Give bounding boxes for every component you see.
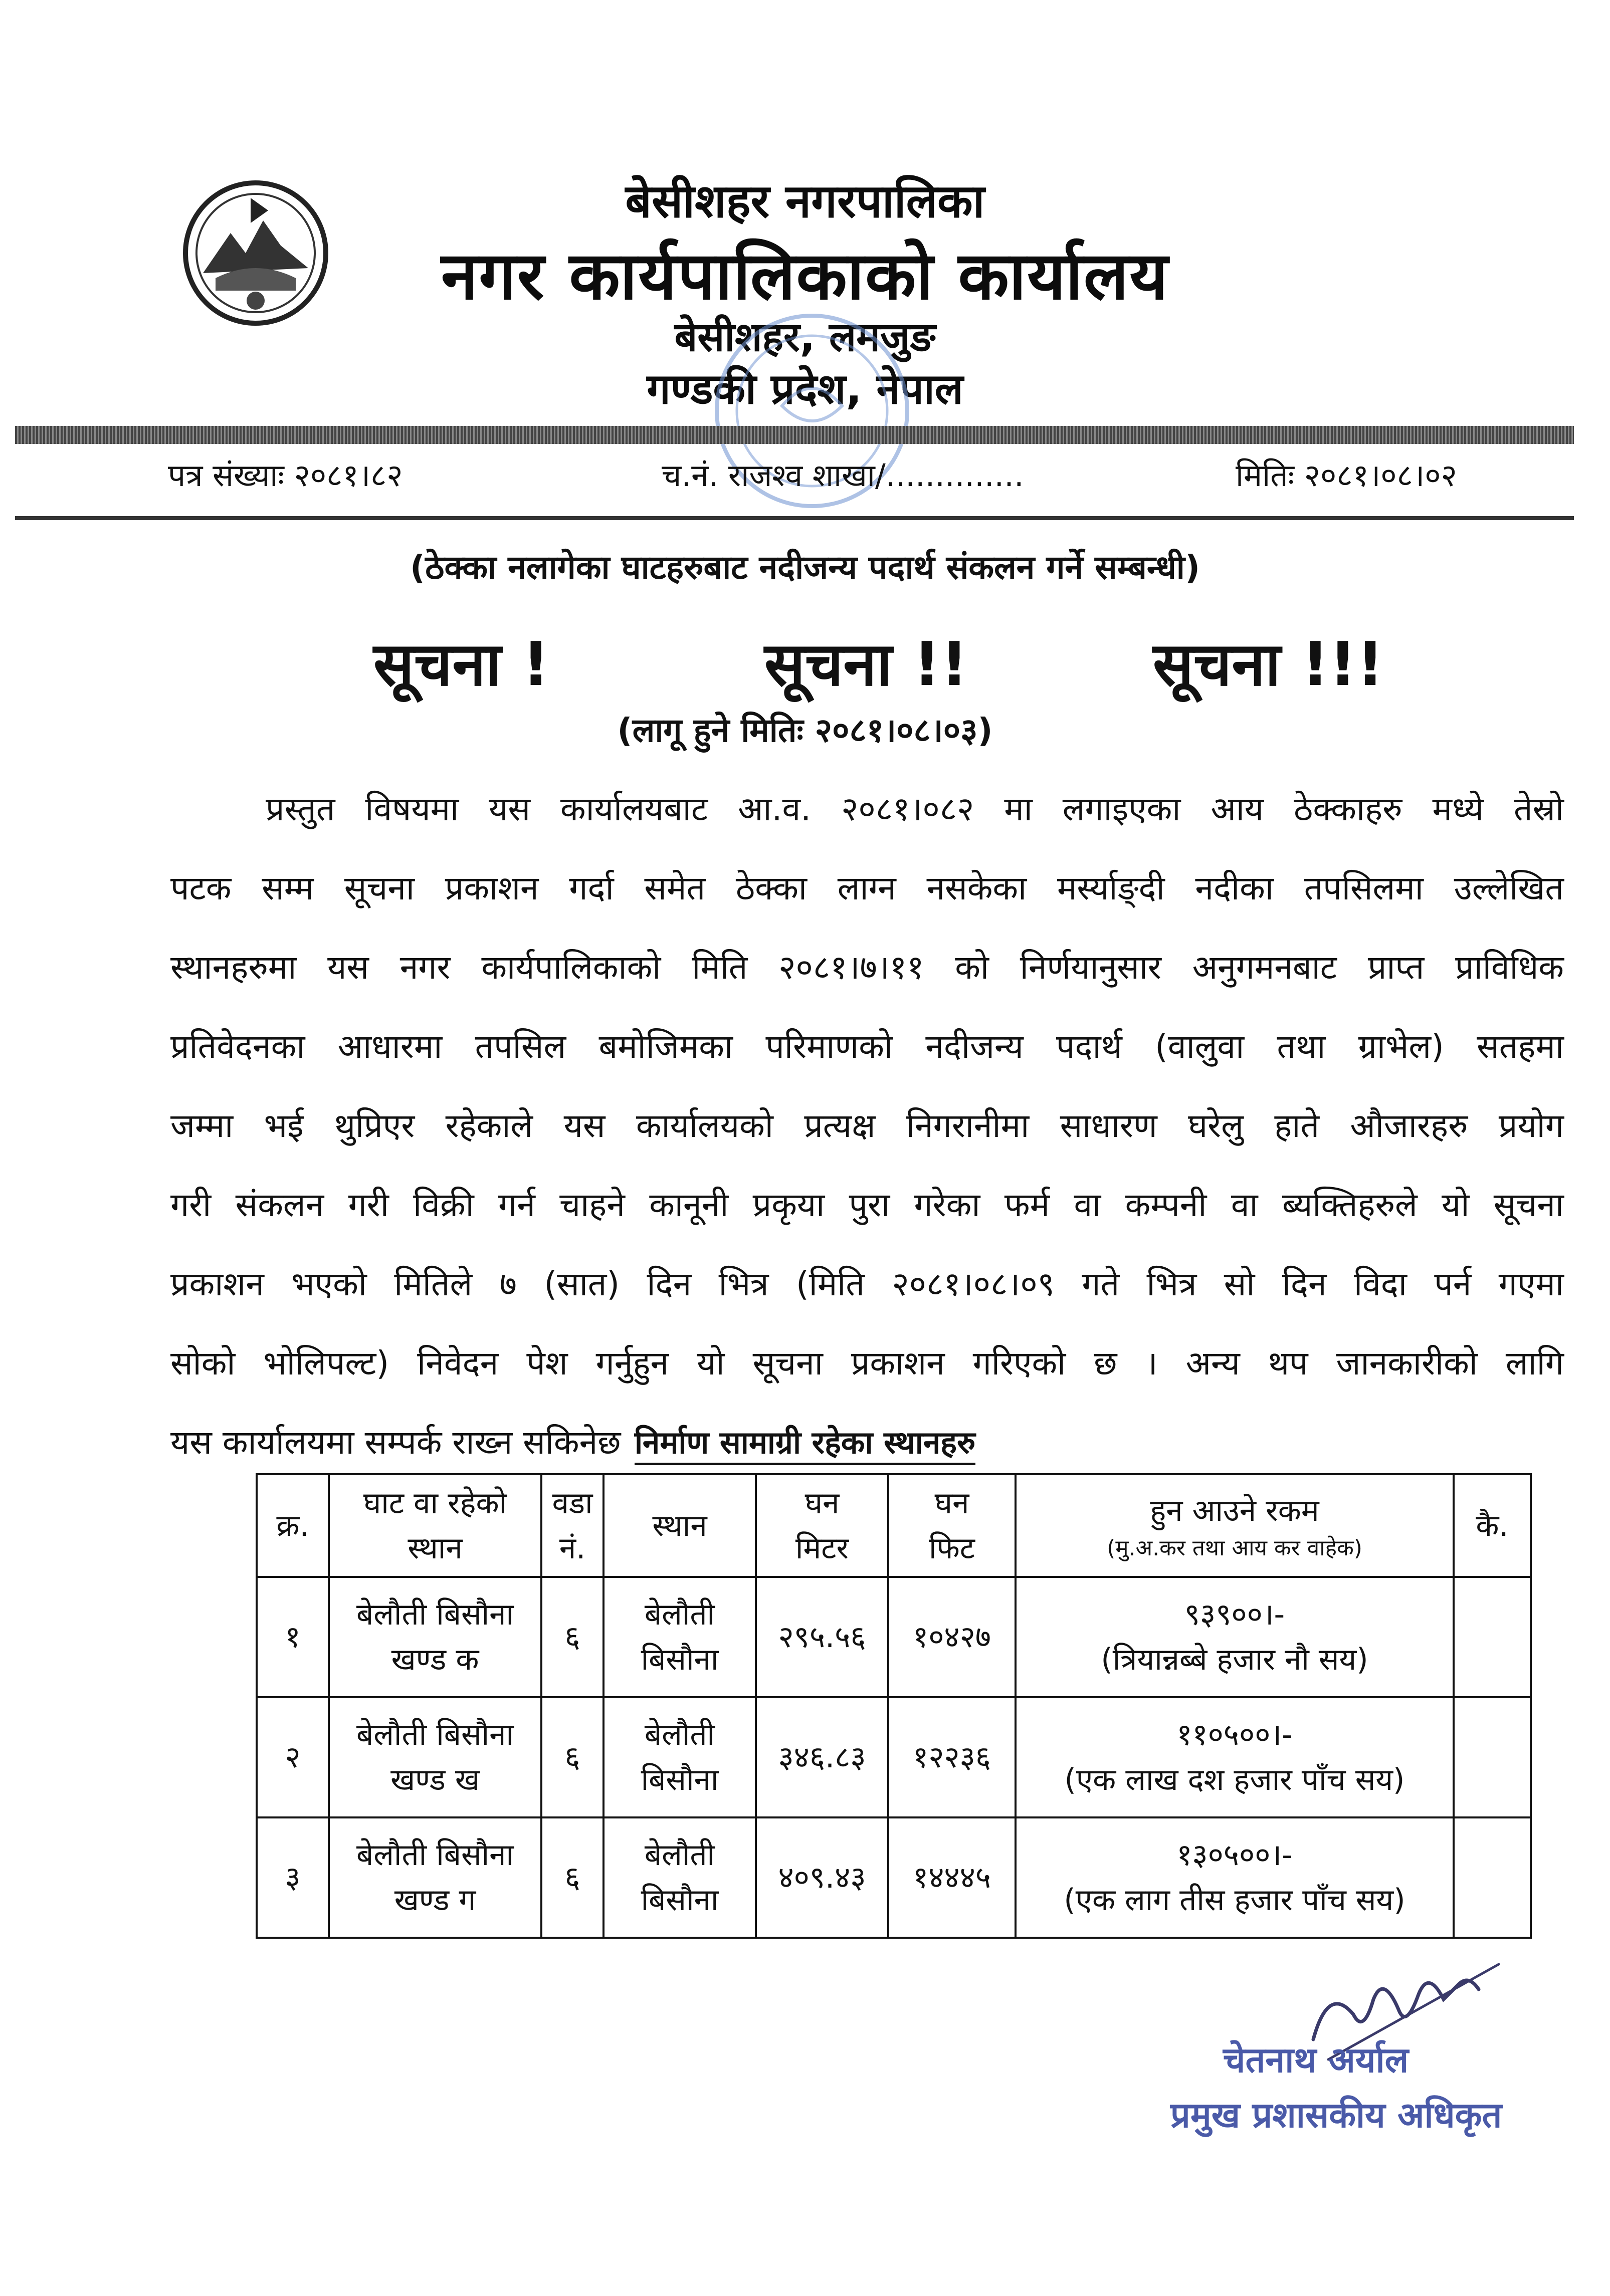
municipality-name: बेसीशहर नगरपालिका <box>625 174 985 228</box>
table-title-text: निर्माण सामाग्री रहेका स्थानहरु <box>635 1424 975 1465</box>
cell-ward: ६ <box>541 1577 603 1697</box>
cell-ghat <box>329 1577 541 1697</box>
cell-cubic-ft: १४४४५ <box>888 1817 1016 1938</box>
table-row <box>257 1577 1531 1697</box>
cell-place-line2: बिसौना <box>641 1883 719 1918</box>
col-header-place: स्थान <box>603 1474 756 1577</box>
col-header-ward <box>541 1474 603 1577</box>
cell-ghat-line1: बेलौती बिसौना <box>356 1838 514 1873</box>
cell-cubic-m: २९५.५६ <box>756 1577 888 1697</box>
cell-sn: १ <box>257 1577 329 1697</box>
cell-amount-words: (एक लाख दश हजार पाँच सय) <box>1064 1762 1405 1797</box>
notice-heading-1: सूचना ! <box>373 630 550 700</box>
notice-subject: (ठेक्का नलागेका घाटहरुबाट नदीजन्य पदार्थ संकलन गर्ने सम्बन्धी) <box>410 548 1200 587</box>
notice-heading-2: सूचना !! <box>764 630 968 700</box>
dispatch-number: च.नं. राजश्व शाखा/.............. <box>662 457 1024 494</box>
letter-date: मितिः २०८१।०८।०२ <box>1236 457 1457 494</box>
cell-ward: ६ <box>541 1817 603 1938</box>
table-row <box>257 1697 1531 1817</box>
cell-ghat-line2: खण्ड ग <box>394 1883 476 1918</box>
col-header-amount-line1: हुन आउने रकम <box>1150 1493 1319 1528</box>
cell-sn: २ <box>257 1697 329 1817</box>
signatory-name: चेतनाथ अर्याल <box>1223 2039 1409 2081</box>
col-header-cubic-m-line2: मिटर <box>795 1530 849 1566</box>
body-line: गरी संकलन गरी विक्री गर्न चाहने कानूनी प्रकृया पुरा गरेका फर्म वा कम्पनी वा ब्यक्तिहरुले यो सूचना <box>170 1186 1564 1224</box>
cell-cubic-ft: १०४२७ <box>888 1577 1016 1697</box>
cell-place-line1: बेलौती <box>644 1717 715 1752</box>
body-line: यस कार्यालयमा सम्पर्क राख्न सकिनेछ । <box>170 1423 644 1462</box>
col-header-cubic-m <box>756 1474 888 1577</box>
col-header-cubic-m-line1: घन <box>804 1485 840 1521</box>
effective-date: (लागू हुने मितिः २०८१।०८।०३) <box>617 711 993 750</box>
col-header-amount-note: (मु.अ.कर तथा आय कर वाहेक) <box>1107 1535 1362 1561</box>
col-header-ghat-line1: घाट वा रहेको <box>363 1485 507 1521</box>
cell-amount-figure: १३०५००।- <box>1176 1838 1293 1873</box>
cell-ghat <box>329 1697 541 1817</box>
cell-ghat-line1: बेलौती बिसौना <box>356 1717 514 1752</box>
cell-place-line2: बिसौना <box>641 1762 719 1797</box>
cell-remarks <box>1454 1817 1531 1938</box>
cell-ghat-line2: खण्ड क <box>391 1642 479 1677</box>
notice-body <box>170 779 1564 1492</box>
office-name: नगर कार्यपालिकाको कार्यालय <box>441 238 1169 315</box>
body-line: जम्मा भई थुप्रिएर रहेकाले यस कार्यालयको प्रत्यक्ष निगरानीमा साधारण घरेलु हाते औजारहरु प्रयोग <box>170 1106 1564 1145</box>
cell-place-line1: बेलौती <box>644 1838 715 1873</box>
body-line: पटक सम्म सूचना प्रकाशन गर्दा समेत ठेक्का लाग्न नसकेका मर्स्याङ्दी नदीका तपसिलमा उल्लेखित <box>170 869 1564 907</box>
col-header-ward-line1: वडा <box>552 1485 593 1521</box>
cell-amount-figure: ११०५००।- <box>1176 1717 1293 1752</box>
notice-heading-3: सूचना !!! <box>1153 630 1384 700</box>
cell-place <box>603 1577 756 1697</box>
cell-sn: ३ <box>257 1817 329 1938</box>
cell-ghat-line1: बेलौती बिसौना <box>356 1597 514 1632</box>
col-header-ward-line2: नं. <box>559 1530 586 1566</box>
body-line: प्रस्तुत विषयमा यस कार्यालयबाट आ.व. २०८१।०८२ मा लगाइएका आय ठेक्काहरु मध्ये तेस्रो <box>266 790 1564 828</box>
cell-amount <box>1016 1697 1454 1817</box>
col-header-sn: क्र. <box>257 1474 329 1577</box>
cell-place <box>603 1817 756 1938</box>
table-header-row <box>257 1474 1531 1577</box>
col-header-amount <box>1016 1474 1454 1577</box>
cell-remarks <box>1454 1697 1531 1817</box>
col-header-cubic-ft-line2: फिट <box>928 1530 975 1566</box>
signatory-title: प्रमुख प्रशासकीय अधिकृत <box>1170 2095 1502 2136</box>
col-header-ghat <box>329 1474 541 1577</box>
col-header-ghat-line2: स्थान <box>408 1530 463 1566</box>
address-line-1: बेसीशहर, लमजुङ <box>674 314 936 360</box>
col-header-remarks: कै. <box>1454 1474 1531 1577</box>
cell-cubic-m: ३४६.८३ <box>756 1697 888 1817</box>
cell-amount <box>1016 1577 1454 1697</box>
header-divider <box>15 426 1574 444</box>
table-title <box>0 1421 1610 1463</box>
reference-divider <box>15 516 1574 520</box>
cell-amount-words: (त्रियान्नब्बे हजार नौ सय) <box>1101 1642 1368 1677</box>
cell-remarks <box>1454 1577 1531 1697</box>
body-line: प्रकाशन भएको मितिले ७ (सात) दिन भित्र (मिति २०८१।०८।०९ गते भित्र सो दिन विदा पर्न गएमा <box>170 1265 1564 1303</box>
cell-cubic-ft: १२२३६ <box>888 1697 1016 1817</box>
cell-ghat <box>329 1817 541 1938</box>
col-header-cubic-ft-line1: घन <box>934 1485 969 1521</box>
col-header-cubic-ft <box>888 1474 1016 1577</box>
cell-place <box>603 1697 756 1817</box>
letter-number: पत्र संख्याः २०८१।८२ <box>168 457 403 494</box>
table-row <box>257 1817 1531 1938</box>
cell-ghat-line2: खण्ड ख <box>390 1762 480 1797</box>
body-line: सोको भोलिपल्ट) निवेदन पेश गर्नुहुन यो सूचना प्रकाशन गरिएको छ । अन्य थप जानकारीको लागि <box>170 1344 1564 1383</box>
address-line-2: गण्डकी प्रदेश, नेपाल <box>647 364 963 413</box>
cell-place-line1: बेलौती <box>644 1597 715 1632</box>
cell-cubic-m: ४०९.४३ <box>756 1817 888 1938</box>
locations-table <box>256 1473 1532 1939</box>
cell-place-line2: बिसौना <box>641 1642 719 1677</box>
cell-amount <box>1016 1817 1454 1938</box>
cell-amount-words: (एक लाग तीस हजार पाँच सय) <box>1064 1883 1405 1918</box>
cell-amount-figure: ९३९००।- <box>1184 1597 1285 1632</box>
cell-ward: ६ <box>541 1697 603 1817</box>
body-line: स्थानहरुमा यस नगर कार्यपालिकाको मिति २०८१।७।११ को निर्णयानुसार अनुगमनबाट प्राप्त प्राविधिक <box>170 948 1564 987</box>
body-line: प्रतिवेदनका आधारमा तपसिल बमोजिमका परिमाणको नदीजन्य पदार्थ (वालुवा तथा ग्राभेल) सतहमा <box>170 1027 1564 1066</box>
